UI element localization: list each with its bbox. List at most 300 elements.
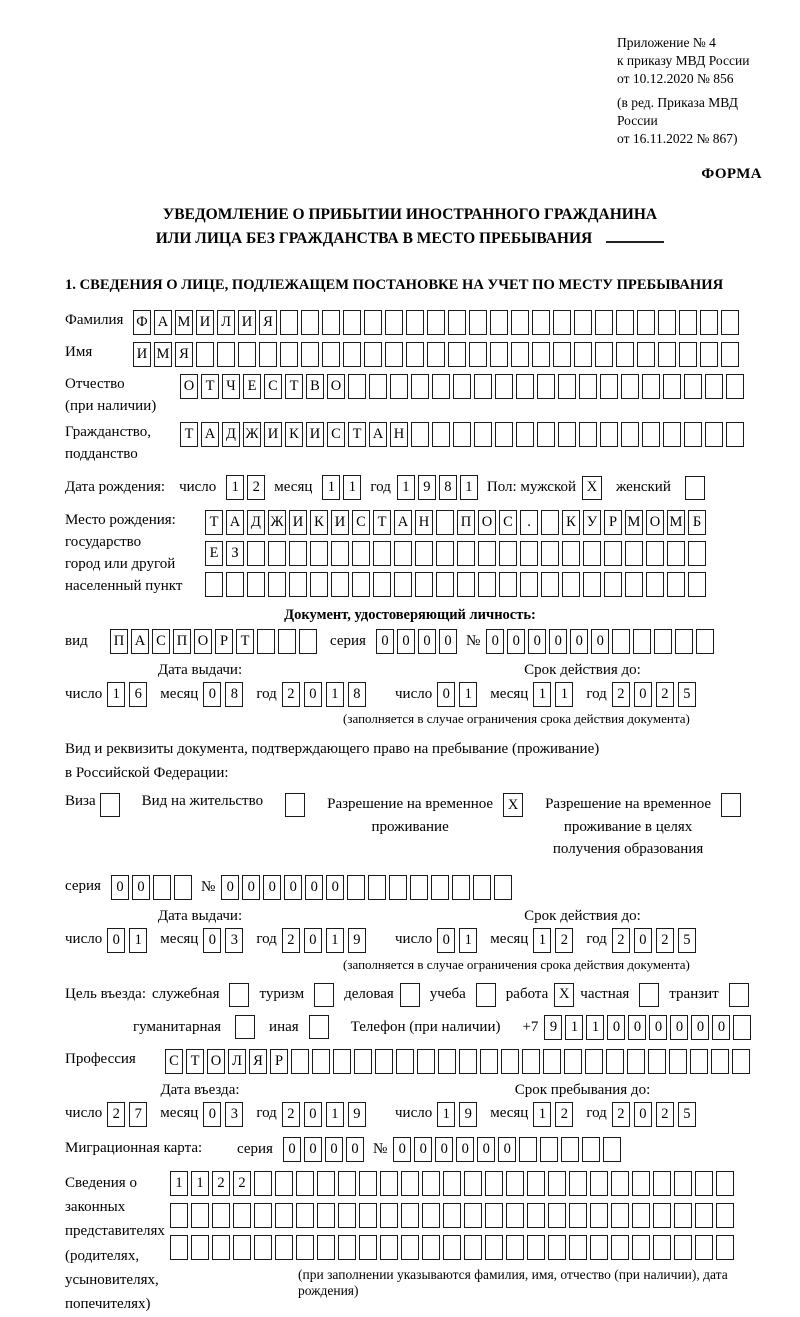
char-cell[interactable] [705, 422, 723, 447]
char-cell[interactable] [600, 422, 618, 447]
char-cell[interactable] [310, 572, 328, 597]
char-cell[interactable]: 5 [678, 928, 696, 953]
char-cell[interactable]: И [331, 510, 349, 535]
char-cell[interactable] [436, 510, 454, 535]
char-cell[interactable] [317, 1171, 335, 1196]
char-cell[interactable]: 0 [477, 1137, 495, 1162]
char-cell[interactable]: С [165, 1049, 183, 1074]
char-cell[interactable] [464, 1171, 482, 1196]
char-cell[interactable] [604, 541, 622, 566]
char-cell[interactable]: 2 [282, 682, 300, 707]
char-cell[interactable] [331, 541, 349, 566]
char-cell[interactable] [415, 572, 433, 597]
char-cell[interactable] [354, 1049, 372, 1074]
char-cell[interactable]: С [152, 629, 170, 654]
char-cell[interactable] [474, 374, 492, 399]
residence-permit-checkbox[interactable] [285, 793, 305, 817]
char-cell[interactable]: 1 [437, 1102, 455, 1127]
char-cell[interactable] [621, 422, 639, 447]
char-cell[interactable]: У [583, 510, 601, 535]
char-cell[interactable] [233, 1235, 251, 1260]
char-cell[interactable] [322, 342, 340, 367]
char-cell[interactable]: Н [390, 422, 408, 447]
char-cell[interactable] [275, 1171, 293, 1196]
char-cell[interactable]: 0 [414, 1137, 432, 1162]
char-cell[interactable] [394, 572, 412, 597]
char-cell[interactable]: П [110, 629, 128, 654]
char-cell[interactable] [616, 310, 634, 335]
char-cell[interactable]: К [310, 510, 328, 535]
char-cell[interactable] [543, 1049, 561, 1074]
char-cell[interactable] [364, 342, 382, 367]
char-cell[interactable]: 1 [191, 1171, 209, 1196]
char-cell[interactable] [541, 572, 559, 597]
char-cell[interactable] [385, 310, 403, 335]
char-cell[interactable] [527, 1203, 545, 1228]
char-cell[interactable] [254, 1235, 272, 1260]
char-cell[interactable] [696, 629, 714, 654]
char-cell[interactable] [499, 572, 517, 597]
char-cell[interactable]: 0 [242, 875, 260, 900]
char-cell[interactable] [733, 1015, 751, 1040]
char-cell[interactable] [343, 310, 361, 335]
char-cell[interactable] [338, 1171, 356, 1196]
char-cell[interactable] [375, 1049, 393, 1074]
char-cell[interactable] [338, 1203, 356, 1228]
char-cell[interactable] [663, 374, 681, 399]
char-cell[interactable] [625, 541, 643, 566]
char-cell[interactable] [721, 310, 739, 335]
char-cell[interactable] [352, 572, 370, 597]
char-cell[interactable]: 0 [304, 1137, 322, 1162]
char-cell[interactable]: О [646, 510, 664, 535]
char-cell[interactable] [464, 1235, 482, 1260]
char-cell[interactable]: Ж [268, 510, 286, 535]
char-cell[interactable]: Я [175, 342, 193, 367]
char-cell[interactable] [359, 1203, 377, 1228]
char-cell[interactable]: Ф [133, 310, 151, 335]
char-cell[interactable] [333, 1049, 351, 1074]
char-cell[interactable]: 1 [459, 682, 477, 707]
char-cell[interactable] [705, 374, 723, 399]
char-cell[interactable]: С [264, 374, 282, 399]
char-cell[interactable] [537, 422, 555, 447]
char-cell[interactable] [368, 875, 386, 900]
char-cell[interactable]: 1 [533, 682, 551, 707]
char-cell[interactable]: П [173, 629, 191, 654]
char-cell[interactable] [574, 342, 592, 367]
char-cell[interactable]: 0 [304, 1102, 322, 1127]
char-cell[interactable] [438, 1049, 456, 1074]
char-cell[interactable] [170, 1235, 188, 1260]
char-cell[interactable] [385, 342, 403, 367]
char-cell[interactable]: Р [604, 510, 622, 535]
char-cell[interactable] [296, 1203, 314, 1228]
purpose-other-checkbox[interactable] [309, 1015, 329, 1039]
char-cell[interactable]: И [133, 342, 151, 367]
char-cell[interactable] [348, 374, 366, 399]
char-cell[interactable] [417, 1049, 435, 1074]
char-cell[interactable]: 0 [304, 682, 322, 707]
char-cell[interactable]: 9 [348, 1102, 366, 1127]
char-cell[interactable]: В [306, 374, 324, 399]
char-cell[interactable] [247, 572, 265, 597]
char-cell[interactable] [317, 1203, 335, 1228]
char-cell[interactable] [506, 1235, 524, 1260]
char-cell[interactable]: 1 [326, 1102, 344, 1127]
char-cell[interactable]: С [327, 422, 345, 447]
char-cell[interactable] [653, 1235, 671, 1260]
char-cell[interactable]: 0 [628, 1015, 646, 1040]
char-cell[interactable]: 2 [107, 1102, 125, 1127]
char-cell[interactable]: Ч [222, 374, 240, 399]
char-cell[interactable] [254, 1171, 272, 1196]
char-cell[interactable] [616, 342, 634, 367]
char-cell[interactable] [561, 1137, 579, 1162]
char-cell[interactable] [540, 1137, 558, 1162]
char-cell[interactable]: 2 [212, 1171, 230, 1196]
char-cell[interactable] [453, 422, 471, 447]
char-cell[interactable] [422, 1203, 440, 1228]
char-cell[interactable] [537, 374, 555, 399]
char-cell[interactable]: И [238, 310, 256, 335]
char-cell[interactable] [625, 572, 643, 597]
char-cell[interactable] [574, 310, 592, 335]
purpose-work-checkbox[interactable]: X [554, 983, 574, 1007]
char-cell[interactable]: Р [270, 1049, 288, 1074]
char-cell[interactable]: Ж [243, 422, 261, 447]
char-cell[interactable]: 2 [656, 928, 674, 953]
char-cell[interactable]: 9 [418, 475, 436, 500]
char-cell[interactable]: 0 [221, 875, 239, 900]
char-cell[interactable] [257, 629, 275, 654]
char-cell[interactable]: 0 [670, 1015, 688, 1040]
char-cell[interactable] [642, 422, 660, 447]
char-cell[interactable] [511, 342, 529, 367]
char-cell[interactable]: 0 [203, 1102, 221, 1127]
char-cell[interactable]: О [194, 629, 212, 654]
char-cell[interactable]: М [175, 310, 193, 335]
char-cell[interactable] [289, 572, 307, 597]
char-cell[interactable] [658, 342, 676, 367]
char-cell[interactable]: 0 [325, 1137, 343, 1162]
char-cell[interactable] [170, 1203, 188, 1228]
char-cell[interactable]: А [369, 422, 387, 447]
char-cell[interactable] [291, 1049, 309, 1074]
char-cell[interactable] [478, 541, 496, 566]
char-cell[interactable] [401, 1203, 419, 1228]
char-cell[interactable] [558, 422, 576, 447]
char-cell[interactable] [457, 541, 475, 566]
char-cell[interactable] [275, 1235, 293, 1260]
char-cell[interactable]: Е [205, 541, 223, 566]
char-cell[interactable]: 2 [656, 682, 674, 707]
char-cell[interactable] [642, 374, 660, 399]
char-cell[interactable] [520, 541, 538, 566]
char-cell[interactable]: 5 [678, 1102, 696, 1127]
char-cell[interactable] [583, 572, 601, 597]
char-cell[interactable]: 0 [326, 875, 344, 900]
char-cell[interactable]: 8 [225, 682, 243, 707]
char-cell[interactable] [289, 541, 307, 566]
char-cell[interactable]: 0 [498, 1137, 516, 1162]
char-cell[interactable] [280, 342, 298, 367]
char-cell[interactable] [716, 1203, 734, 1228]
char-cell[interactable] [153, 875, 171, 900]
char-cell[interactable]: 9 [544, 1015, 562, 1040]
char-cell[interactable]: М [154, 342, 172, 367]
char-cell[interactable]: 2 [555, 1102, 573, 1127]
char-cell[interactable] [516, 374, 534, 399]
char-cell[interactable]: 0 [649, 1015, 667, 1040]
char-cell[interactable]: . [520, 510, 538, 535]
char-cell[interactable] [380, 1203, 398, 1228]
char-cell[interactable]: 1 [326, 928, 344, 953]
char-cell[interactable] [495, 374, 513, 399]
char-cell[interactable] [212, 1203, 230, 1228]
char-cell[interactable] [501, 1049, 519, 1074]
char-cell[interactable] [674, 1203, 692, 1228]
char-cell[interactable]: 1 [397, 475, 415, 500]
char-cell[interactable] [548, 1203, 566, 1228]
char-cell[interactable]: 2 [247, 475, 265, 500]
char-cell[interactable] [490, 342, 508, 367]
char-cell[interactable]: А [226, 510, 244, 535]
char-cell[interactable]: 0 [305, 875, 323, 900]
char-cell[interactable] [373, 572, 391, 597]
char-cell[interactable] [380, 1171, 398, 1196]
char-cell[interactable] [480, 1049, 498, 1074]
char-cell[interactable]: 0 [397, 629, 415, 654]
char-cell[interactable] [394, 541, 412, 566]
char-cell[interactable] [259, 342, 277, 367]
char-cell[interactable]: И [306, 422, 324, 447]
char-cell[interactable] [612, 629, 630, 654]
char-cell[interactable]: 0 [486, 629, 504, 654]
char-cell[interactable]: 0 [437, 928, 455, 953]
char-cell[interactable] [653, 1203, 671, 1228]
char-cell[interactable] [548, 1235, 566, 1260]
char-cell[interactable]: 0 [634, 928, 652, 953]
char-cell[interactable]: 0 [393, 1137, 411, 1162]
female-checkbox[interactable] [685, 476, 705, 500]
char-cell[interactable] [331, 572, 349, 597]
char-cell[interactable]: 9 [459, 1102, 477, 1127]
char-cell[interactable] [522, 1049, 540, 1074]
char-cell[interactable]: 0 [439, 629, 457, 654]
char-cell[interactable] [457, 572, 475, 597]
char-cell[interactable]: Т [180, 422, 198, 447]
char-cell[interactable] [275, 1203, 293, 1228]
char-cell[interactable] [254, 1203, 272, 1228]
char-cell[interactable] [674, 1171, 692, 1196]
char-cell[interactable] [548, 1171, 566, 1196]
char-cell[interactable] [373, 541, 391, 566]
char-cell[interactable] [310, 541, 328, 566]
char-cell[interactable]: К [285, 422, 303, 447]
char-cell[interactable]: 7 [129, 1102, 147, 1127]
char-cell[interactable] [674, 1235, 692, 1260]
char-cell[interactable] [611, 1203, 629, 1228]
char-cell[interactable] [721, 342, 739, 367]
char-cell[interactable] [422, 1235, 440, 1260]
male-checkbox[interactable]: X [582, 476, 602, 500]
char-cell[interactable]: 2 [612, 682, 630, 707]
char-cell[interactable]: 3 [225, 928, 243, 953]
char-cell[interactable] [427, 310, 445, 335]
char-cell[interactable] [490, 310, 508, 335]
char-cell[interactable]: Т [201, 374, 219, 399]
char-cell[interactable] [473, 875, 491, 900]
char-cell[interactable] [648, 1049, 666, 1074]
char-cell[interactable] [606, 1049, 624, 1074]
char-cell[interactable]: Т [236, 629, 254, 654]
char-cell[interactable]: 1 [460, 475, 478, 500]
char-cell[interactable]: 0 [549, 629, 567, 654]
char-cell[interactable]: 0 [346, 1137, 364, 1162]
char-cell[interactable] [716, 1235, 734, 1260]
char-cell[interactable] [296, 1171, 314, 1196]
char-cell[interactable]: С [352, 510, 370, 535]
char-cell[interactable]: 1 [533, 928, 551, 953]
char-cell[interactable] [196, 342, 214, 367]
temp-permit-edu-checkbox[interactable] [721, 793, 741, 817]
char-cell[interactable] [732, 1049, 750, 1074]
char-cell[interactable]: А [131, 629, 149, 654]
char-cell[interactable]: 1 [555, 682, 573, 707]
char-cell[interactable] [380, 1235, 398, 1260]
char-cell[interactable] [583, 541, 601, 566]
char-cell[interactable]: И [289, 510, 307, 535]
char-cell[interactable] [415, 541, 433, 566]
char-cell[interactable]: 1 [170, 1171, 188, 1196]
char-cell[interactable]: О [478, 510, 496, 535]
purpose-business-checkbox[interactable] [400, 983, 420, 1007]
char-cell[interactable]: 0 [107, 928, 125, 953]
char-cell[interactable] [595, 342, 613, 367]
char-cell[interactable]: 0 [712, 1015, 730, 1040]
char-cell[interactable] [485, 1203, 503, 1228]
char-cell[interactable] [453, 374, 471, 399]
char-cell[interactable]: О [327, 374, 345, 399]
char-cell[interactable]: 1 [326, 682, 344, 707]
char-cell[interactable] [278, 629, 296, 654]
char-cell[interactable]: 1 [343, 475, 361, 500]
char-cell[interactable]: 2 [656, 1102, 674, 1127]
char-cell[interactable] [603, 1137, 621, 1162]
char-cell[interactable] [695, 1235, 713, 1260]
char-cell[interactable] [633, 629, 651, 654]
char-cell[interactable] [422, 1171, 440, 1196]
char-cell[interactable] [663, 422, 681, 447]
purpose-transit-checkbox[interactable] [729, 983, 749, 1007]
char-cell[interactable] [191, 1203, 209, 1228]
char-cell[interactable] [582, 1137, 600, 1162]
char-cell[interactable]: Н [415, 510, 433, 535]
char-cell[interactable] [726, 422, 744, 447]
char-cell[interactable]: Т [205, 510, 223, 535]
char-cell[interactable]: 9 [348, 928, 366, 953]
char-cell[interactable]: 6 [129, 682, 147, 707]
char-cell[interactable] [322, 310, 340, 335]
char-cell[interactable] [654, 629, 672, 654]
char-cell[interactable]: 0 [435, 1137, 453, 1162]
char-cell[interactable] [312, 1049, 330, 1074]
char-cell[interactable] [338, 1235, 356, 1260]
char-cell[interactable]: 2 [282, 1102, 300, 1127]
char-cell[interactable] [247, 541, 265, 566]
char-cell[interactable] [212, 1235, 230, 1260]
char-cell[interactable] [452, 875, 470, 900]
char-cell[interactable] [296, 1235, 314, 1260]
char-cell[interactable] [553, 342, 571, 367]
char-cell[interactable] [485, 1171, 503, 1196]
char-cell[interactable] [695, 1203, 713, 1228]
char-cell[interactable] [700, 310, 718, 335]
char-cell[interactable] [268, 572, 286, 597]
char-cell[interactable]: Я [249, 1049, 267, 1074]
char-cell[interactable]: 0 [418, 629, 436, 654]
char-cell[interactable] [205, 572, 223, 597]
char-cell[interactable] [632, 1171, 650, 1196]
char-cell[interactable] [352, 541, 370, 566]
char-cell[interactable] [301, 310, 319, 335]
purpose-private-checkbox[interactable] [639, 983, 659, 1007]
char-cell[interactable]: 0 [507, 629, 525, 654]
char-cell[interactable] [406, 342, 424, 367]
char-cell[interactable] [443, 1203, 461, 1228]
char-cell[interactable]: О [207, 1049, 225, 1074]
char-cell[interactable]: 1 [322, 475, 340, 500]
char-cell[interactable] [558, 374, 576, 399]
char-cell[interactable] [432, 422, 450, 447]
char-cell[interactable] [396, 1049, 414, 1074]
char-cell[interactable]: 0 [634, 682, 652, 707]
char-cell[interactable]: 5 [678, 682, 696, 707]
char-cell[interactable] [541, 510, 559, 535]
char-cell[interactable] [427, 342, 445, 367]
char-cell[interactable] [716, 1171, 734, 1196]
char-cell[interactable]: 0 [203, 682, 221, 707]
char-cell[interactable] [684, 374, 702, 399]
purpose-tourism-checkbox[interactable] [314, 983, 334, 1007]
char-cell[interactable] [562, 541, 580, 566]
char-cell[interactable] [600, 374, 618, 399]
char-cell[interactable] [369, 374, 387, 399]
char-cell[interactable]: Б [688, 510, 706, 535]
char-cell[interactable]: 2 [612, 1102, 630, 1127]
char-cell[interactable] [343, 342, 361, 367]
char-cell[interactable] [401, 1171, 419, 1196]
char-cell[interactable] [675, 629, 693, 654]
char-cell[interactable] [590, 1203, 608, 1228]
char-cell[interactable]: Л [217, 310, 235, 335]
char-cell[interactable]: 0 [591, 629, 609, 654]
char-cell[interactable]: 1 [459, 928, 477, 953]
char-cell[interactable] [436, 572, 454, 597]
char-cell[interactable] [684, 422, 702, 447]
char-cell[interactable] [448, 310, 466, 335]
char-cell[interactable] [569, 1171, 587, 1196]
char-cell[interactable] [359, 1235, 377, 1260]
char-cell[interactable]: Т [373, 510, 391, 535]
char-cell[interactable]: М [667, 510, 685, 535]
char-cell[interactable]: Т [285, 374, 303, 399]
char-cell[interactable]: С [499, 510, 517, 535]
char-cell[interactable] [520, 572, 538, 597]
char-cell[interactable] [359, 1171, 377, 1196]
char-cell[interactable] [690, 1049, 708, 1074]
